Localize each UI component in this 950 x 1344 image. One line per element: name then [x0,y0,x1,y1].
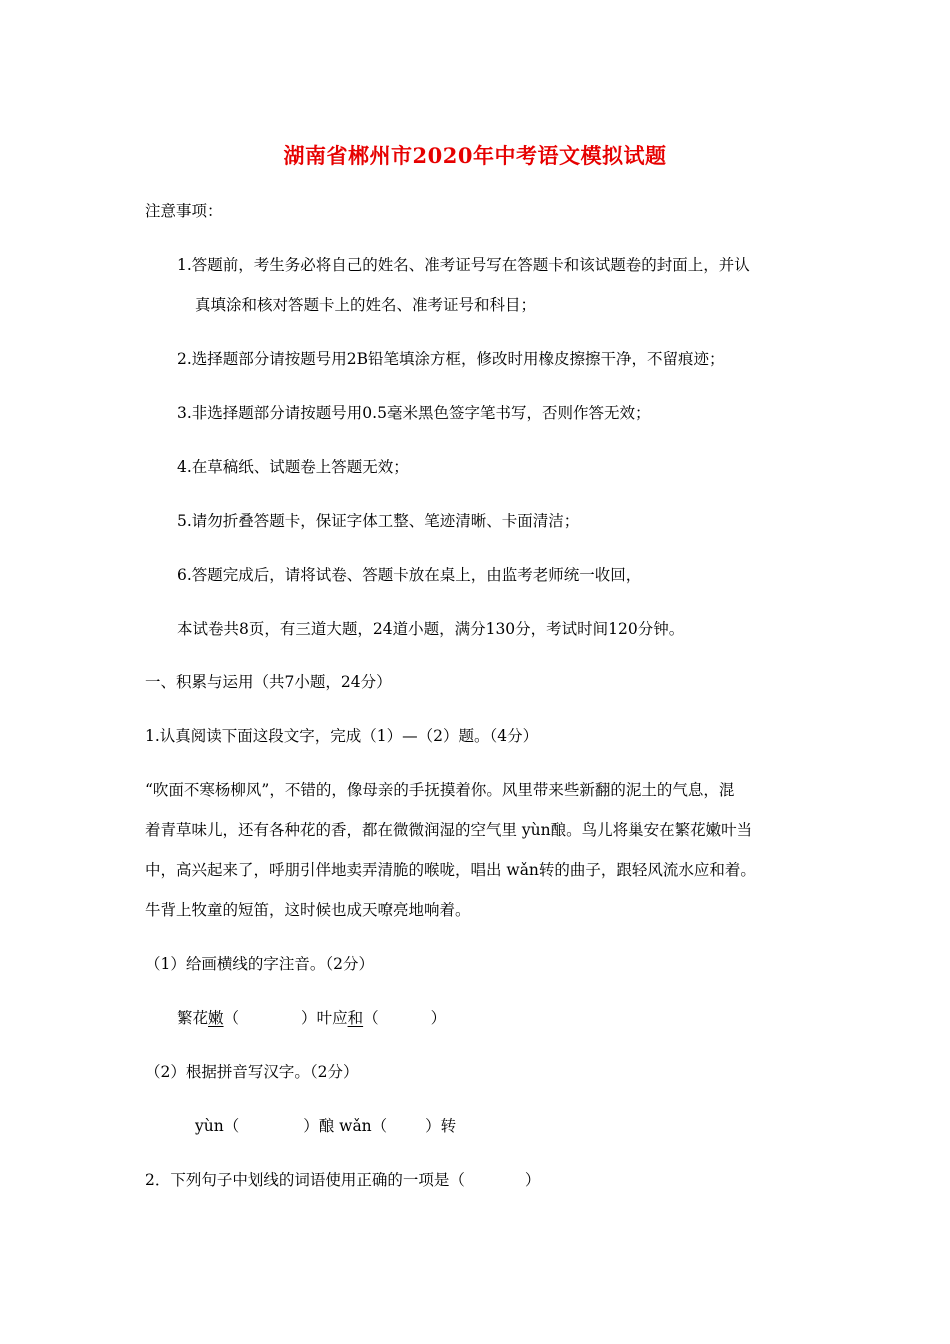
item-a-paren-close: ） [301,1009,317,1027]
question-2-prompt [145,1168,540,1190]
sub-question-2-answers [195,1114,456,1136]
pinyin-b-close: ）转 [425,1117,457,1135]
notice-summary: 本试卷共8页，有三道大题，24道小题，满分130分，考试时间120分钟。 [177,620,685,638]
passage-line-3: 中，高兴起来了，呼朋引伴地卖弄清脆的喉咙，唱出 wǎn转的曲子，跟轻风流水应和着。 [145,861,756,879]
pinyin-b: wǎn（ [339,1117,388,1135]
notice-item-1-cont: 真填涂和核对答题卡上的姓名、准考证号和科目； [195,296,537,314]
notice-item-6: 6.答题完成后，请将试卷、答题卡放在桌上，由监考老师统一收回， [177,566,642,584]
item-a-paren-open: （ [223,1009,240,1027]
notice-item-5: 5.请勿折叠答题卡，保证字体工整、笔迹清晰、卡面清洁； [177,512,580,530]
item-b-paren-close: ） [430,1009,447,1027]
sub-question-2-prompt: （2）根据拼音写汉字。（2分） [145,1063,359,1081]
question-2-close: ） [524,1171,541,1189]
item-b-underlined-char: 和 [347,1009,364,1027]
question-2-text: 2．下列句子中划线的词语使用正确的一项是（ [145,1171,465,1189]
page-title: 湖南省郴州市2020年中考语文模拟试题 [283,143,667,168]
notice-item-2: 2.选择题部分请按题号用2B铅笔填涂方框，修改时用橡皮擦擦干净，不留痕迹； [177,350,725,368]
pinyin-a: yùn（ [195,1117,240,1135]
passage-line-2: 着青草味儿，还有各种花的香，都在微微润湿的空气里 yùn酿。鸟儿将巢安在繁花嫩叶当 [145,821,753,839]
notice-item-3: 3.非选择题部分请按题号用0.5毫米黑色签字笔书写，否则作答无效； [177,404,651,422]
passage-line-4: 牛背上牧童的短笛，这时候也成天嘹亮地响着。 [145,901,471,919]
pinyin-a-close: ）酿 [303,1117,340,1135]
item-b-paren-open: （ [363,1009,379,1027]
sub-question-1-prompt: （1）给画横线的字注音。（2分） [145,955,374,973]
item-a-prefix: 繁花 [177,1009,209,1027]
item-a-underlined-char: 嫩 [208,1009,224,1027]
passage-line-1: “吹面不寒杨柳风”，不错的，像母亲的手抚摸着你。风里带来些新翻的泥土的气息，混 [145,781,735,799]
question-1-prompt: 1.认真阅读下面这段文字，完成（1）—（2）题。（4分） [145,727,539,745]
notice-heading: 注意事项： [145,202,223,220]
notice-item-4: 4.在草稿纸、试题卷上答题无效； [177,458,409,476]
item-b-prefix: 叶应 [316,1009,348,1027]
section-heading: 一、积累与运用（共7小题，24分） [145,673,392,691]
sub-question-1-answers [177,1006,446,1028]
notice-item-1: 1.答题前，考生务必将自己的姓名、准考证号写在答题卡和该试题卷的封面上，并认 [177,256,750,274]
